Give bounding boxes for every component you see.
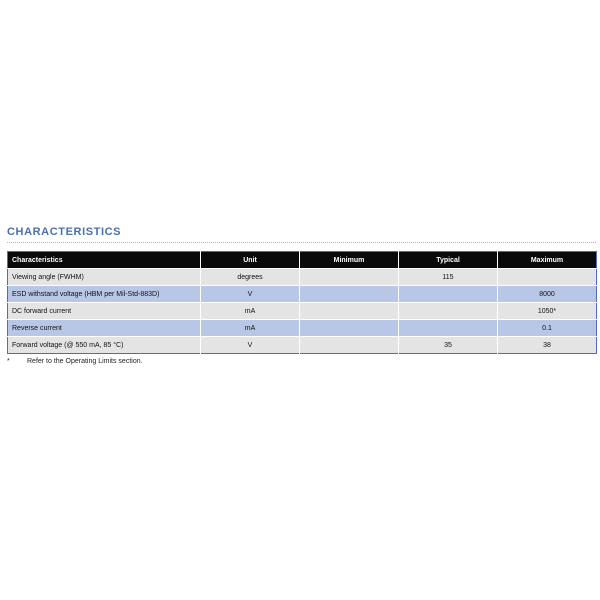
cell-typical bbox=[399, 303, 498, 320]
cell-characteristic: DC forward current bbox=[8, 303, 201, 320]
cell-characteristic: Reverse current bbox=[8, 320, 201, 337]
cell-characteristic: Forward voltage (@ 550 mA, 85 °C) bbox=[8, 337, 201, 354]
characteristics-section bbox=[7, 226, 596, 365]
footnote-mark: * bbox=[7, 358, 10, 365]
cell-unit: mA bbox=[201, 303, 300, 320]
header-typical: Typical bbox=[399, 252, 498, 269]
cell-unit: degrees bbox=[201, 269, 300, 286]
cell-minimum bbox=[300, 269, 399, 286]
cell-unit: V bbox=[201, 337, 300, 354]
cell-maximum bbox=[498, 269, 597, 286]
cell-characteristic: ESD withstand voltage (HBM per Mil-Std-883D) bbox=[8, 286, 201, 303]
cell-maximum: 38 bbox=[498, 337, 597, 354]
cell-maximum: 1050* bbox=[498, 303, 597, 320]
table-row bbox=[8, 337, 597, 354]
table-row bbox=[8, 320, 597, 337]
footnote bbox=[7, 358, 596, 365]
characteristics-table bbox=[7, 251, 597, 354]
cell-unit: mA bbox=[201, 320, 300, 337]
header-characteristics: Characteristics bbox=[8, 252, 201, 269]
cell-minimum bbox=[300, 303, 399, 320]
table-row bbox=[8, 269, 597, 286]
cell-typical bbox=[399, 286, 498, 303]
header-minimum: Minimum bbox=[300, 252, 399, 269]
cell-maximum: 8000 bbox=[498, 286, 597, 303]
table-header-row bbox=[8, 252, 597, 269]
cell-typical: 115 bbox=[399, 269, 498, 286]
cell-characteristic: Viewing angle (FWHM) bbox=[8, 269, 201, 286]
cell-minimum bbox=[300, 320, 399, 337]
cell-minimum bbox=[300, 337, 399, 354]
table-row bbox=[8, 286, 597, 303]
header-unit: Unit bbox=[201, 252, 300, 269]
cell-unit: V bbox=[201, 286, 300, 303]
section-title: CHARACTERISTICS bbox=[7, 226, 122, 238]
title-divider bbox=[7, 242, 596, 243]
cell-minimum bbox=[300, 286, 399, 303]
cell-typical bbox=[399, 320, 498, 337]
header-maximum: Maximum bbox=[498, 252, 597, 269]
table-row bbox=[8, 303, 597, 320]
cell-typical: 35 bbox=[399, 337, 498, 354]
cell-maximum: 0.1 bbox=[498, 320, 597, 337]
footnote-text: Refer to the Operating Limits section. bbox=[27, 358, 143, 365]
